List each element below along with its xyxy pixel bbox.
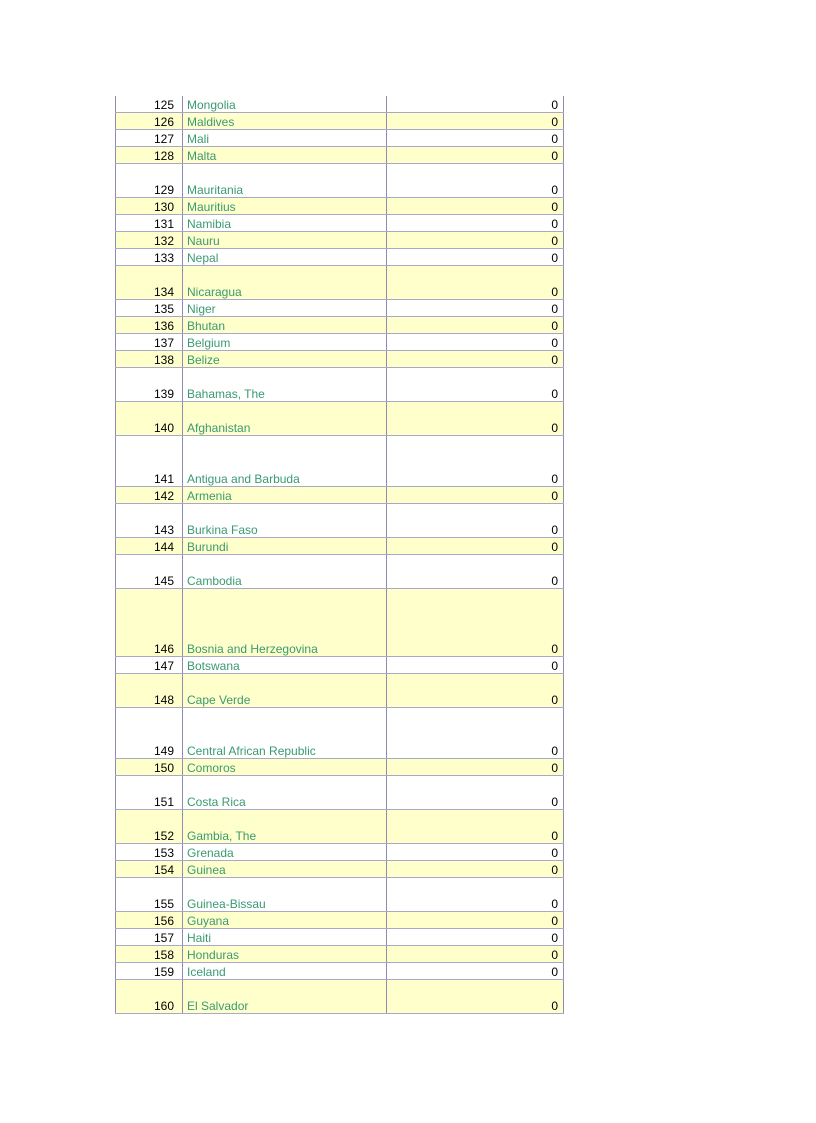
table-row [116, 555, 564, 589]
country-cell: Burundi [183, 538, 387, 555]
country-cell: Belize [183, 351, 387, 368]
rank-cell: 153 [116, 844, 183, 861]
country-table [115, 96, 564, 1014]
country-cell: Guinea-Bissau [183, 878, 387, 912]
value-cell: 0 [387, 249, 564, 266]
rank-cell: 151 [116, 776, 183, 810]
value-cell: 0 [387, 708, 564, 759]
country-cell: Nepal [183, 249, 387, 266]
value-cell: 0 [387, 861, 564, 878]
table-row [116, 589, 564, 657]
rank-cell: 139 [116, 368, 183, 402]
rank-cell: 159 [116, 963, 183, 980]
rank-cell: 144 [116, 538, 183, 555]
table-row [116, 232, 564, 249]
country-cell: Honduras [183, 946, 387, 963]
value-cell: 0 [387, 963, 564, 980]
table-body [116, 96, 564, 1014]
value-cell: 0 [387, 810, 564, 844]
country-cell: Guinea [183, 861, 387, 878]
country-cell: Gambia, The [183, 810, 387, 844]
value-cell: 0 [387, 300, 564, 317]
country-cell: Comoros [183, 759, 387, 776]
value-cell: 0 [387, 929, 564, 946]
country-cell: Afghanistan [183, 402, 387, 436]
table-row [116, 912, 564, 929]
country-cell: Mauritania [183, 164, 387, 198]
country-cell: Costa Rica [183, 776, 387, 810]
rank-cell: 128 [116, 147, 183, 164]
table-row [116, 402, 564, 436]
rank-cell: 158 [116, 946, 183, 963]
table-row [116, 487, 564, 504]
value-cell: 0 [387, 878, 564, 912]
country-cell: Belgium [183, 334, 387, 351]
rank-cell: 142 [116, 487, 183, 504]
value-cell: 0 [387, 198, 564, 215]
value-cell: 0 [387, 538, 564, 555]
table-row [116, 708, 564, 759]
table-row [116, 929, 564, 946]
table-row [116, 776, 564, 810]
rank-cell: 160 [116, 980, 183, 1014]
table-row [116, 861, 564, 878]
country-cell: Malta [183, 147, 387, 164]
country-cell: Mali [183, 130, 387, 147]
rank-cell: 136 [116, 317, 183, 334]
value-cell: 0 [387, 317, 564, 334]
country-cell: Mauritius [183, 198, 387, 215]
country-cell: Grenada [183, 844, 387, 861]
rank-cell: 132 [116, 232, 183, 249]
value-cell: 0 [387, 96, 564, 113]
table-row [116, 436, 564, 487]
rank-cell: 137 [116, 334, 183, 351]
rank-cell: 133 [116, 249, 183, 266]
table-row [116, 759, 564, 776]
rank-cell: 131 [116, 215, 183, 232]
table-row [116, 844, 564, 861]
country-cell: Bhutan [183, 317, 387, 334]
rank-cell: 135 [116, 300, 183, 317]
rank-cell: 140 [116, 402, 183, 436]
value-cell: 0 [387, 436, 564, 487]
value-cell: 0 [387, 555, 564, 589]
rank-cell: 125 [116, 96, 183, 113]
value-cell: 0 [387, 130, 564, 147]
table-row [116, 215, 564, 232]
rank-cell: 129 [116, 164, 183, 198]
rank-cell: 147 [116, 657, 183, 674]
table-row [116, 674, 564, 708]
table-row [116, 963, 564, 980]
table-row [116, 810, 564, 844]
table-row [116, 113, 564, 130]
table-row [116, 198, 564, 215]
value-cell: 0 [387, 844, 564, 861]
country-cell: Bahamas, The [183, 368, 387, 402]
country-cell: Bosnia and Herzegovina [183, 589, 387, 657]
table-row [116, 980, 564, 1014]
value-cell: 0 [387, 657, 564, 674]
rank-cell: 145 [116, 555, 183, 589]
rank-cell: 152 [116, 810, 183, 844]
table-row [116, 130, 564, 147]
rank-cell: 157 [116, 929, 183, 946]
table-row [116, 266, 564, 300]
value-cell: 0 [387, 912, 564, 929]
value-cell: 0 [387, 266, 564, 300]
country-cell: Central African Republic [183, 708, 387, 759]
country-cell: Namibia [183, 215, 387, 232]
country-cell: Mongolia [183, 96, 387, 113]
table-row [116, 878, 564, 912]
rank-cell: 138 [116, 351, 183, 368]
value-cell: 0 [387, 147, 564, 164]
value-cell: 0 [387, 215, 564, 232]
rank-cell: 154 [116, 861, 183, 878]
country-cell: Nicaragua [183, 266, 387, 300]
value-cell: 0 [387, 351, 564, 368]
value-cell: 0 [387, 674, 564, 708]
value-cell: 0 [387, 504, 564, 538]
table-row [116, 334, 564, 351]
value-cell: 0 [387, 946, 564, 963]
country-cell: Burkina Faso [183, 504, 387, 538]
table-row [116, 164, 564, 198]
rank-cell: 149 [116, 708, 183, 759]
table-row [116, 946, 564, 963]
value-cell: 0 [387, 113, 564, 130]
country-cell: Antigua and Barbuda [183, 436, 387, 487]
country-cell: Maldives [183, 113, 387, 130]
rank-cell: 156 [116, 912, 183, 929]
country-cell: El Salvador [183, 980, 387, 1014]
country-cell: Iceland [183, 963, 387, 980]
rank-cell: 146 [116, 589, 183, 657]
value-cell: 0 [387, 589, 564, 657]
country-cell: Nauru [183, 232, 387, 249]
country-cell: Haiti [183, 929, 387, 946]
table-row [116, 368, 564, 402]
rank-cell: 127 [116, 130, 183, 147]
table-row [116, 657, 564, 674]
value-cell: 0 [387, 334, 564, 351]
rank-cell: 155 [116, 878, 183, 912]
rank-cell: 134 [116, 266, 183, 300]
value-cell: 0 [387, 980, 564, 1014]
table-row [116, 300, 564, 317]
rank-cell: 130 [116, 198, 183, 215]
value-cell: 0 [387, 232, 564, 249]
country-cell: Armenia [183, 487, 387, 504]
value-cell: 0 [387, 368, 564, 402]
rank-cell: 148 [116, 674, 183, 708]
country-cell: Guyana [183, 912, 387, 929]
table-row [116, 538, 564, 555]
rank-cell: 141 [116, 436, 183, 487]
table-row [116, 147, 564, 164]
value-cell: 0 [387, 776, 564, 810]
value-cell: 0 [387, 402, 564, 436]
table-row [116, 96, 564, 113]
country-cell: Cape Verde [183, 674, 387, 708]
country-cell: Cambodia [183, 555, 387, 589]
rank-cell: 143 [116, 504, 183, 538]
value-cell: 0 [387, 759, 564, 776]
country-cell: Botswana [183, 657, 387, 674]
table-row [116, 249, 564, 266]
value-cell: 0 [387, 487, 564, 504]
value-cell: 0 [387, 164, 564, 198]
country-cell: Niger [183, 300, 387, 317]
table-row [116, 317, 564, 334]
rank-cell: 150 [116, 759, 183, 776]
rank-cell: 126 [116, 113, 183, 130]
table-row [116, 504, 564, 538]
table-row [116, 351, 564, 368]
country-table-grid [115, 96, 564, 1014]
